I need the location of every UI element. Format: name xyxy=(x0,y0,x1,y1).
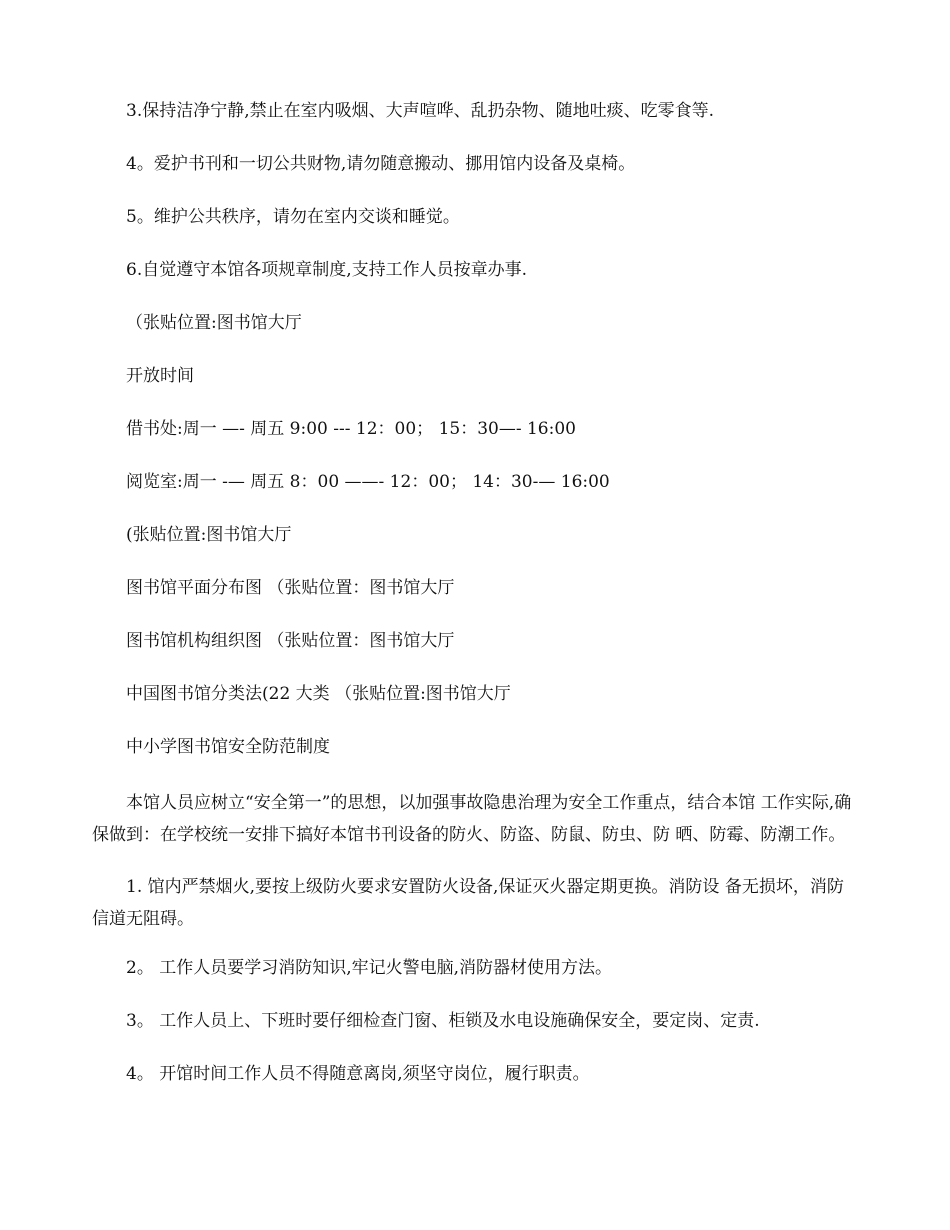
safety-item-3: 3。 工作人员上、下班时要仔细检查门窗、柜锁及水电设施确保安全，要定岗、定责. xyxy=(126,1011,760,1031)
rule-line-3: 3.保持洁净宁静,禁止在室内吸烟、大声喧哗、乱扔杂物、随地吐痰、吃零食等. xyxy=(126,101,715,121)
rule-line-6: 6.自觉遵守本馆各项规章制度,支持工作人员按章办事. xyxy=(126,260,528,280)
safety-item-2: 2。 工作人员要学习消防知识,牢记火警电脑,消防器材使用方法。 xyxy=(126,958,613,978)
safety-item-4: 4。 开馆时间工作人员不得随意离岗,须坚守岗位，履行职责。 xyxy=(126,1064,590,1084)
org-chart-line: 图书馆机构组织图 （张贴位置：图书馆大厅 xyxy=(126,631,455,651)
posting-location-note: (张贴位置:图书馆大厅 xyxy=(126,525,292,545)
rule-line-5: 5。维护公共秩序，请勿在室内交谈和睡觉。 xyxy=(126,207,460,227)
reading-room-hours: 阅览室:周一 -— 周五 8：00 ——- 12：00； 14：30-— 16:00 xyxy=(126,472,610,492)
safety-item-1: 1. 馆内严禁烟火,要按上级防火要求安置防火设备,保证灭火器定期更换。消防设 备无损坏，消防信道无阻碍。 xyxy=(92,877,844,929)
rule-line-4: 4。爱护书刊和一切公共财物,请勿随意搬动、挪用馆内设备及桌椅。 xyxy=(126,154,636,174)
posting-location-note: （张贴位置:图书馆大厅 xyxy=(126,313,302,333)
classification-line: 中国图书馆分类法(22 大类 （张贴位置:图书馆大厅 xyxy=(126,684,511,704)
safety-intro-paragraph: 本馆人员应树立“安全第一”的思想，以加强事故隐患治理为安全工作重点，结合本馆 工作实际,确保做到：在学校统一安排下搞好本馆书刊设备的防火、防盗、防鼠、防虫、防 晒、防霉、防潮工作。 xyxy=(92,793,852,845)
opening-hours-heading: 开放时间 xyxy=(126,366,194,386)
lending-desk-hours: 借书处:周一 —- 周五 9:00 --- 12：00； 15：30—- 16:00 xyxy=(126,419,576,439)
safety-rules-title: 中小学图书馆安全防范制度 xyxy=(126,737,330,757)
floor-plan-line: 图书馆平面分布图 （张贴位置：图书馆大厅 xyxy=(126,578,455,598)
